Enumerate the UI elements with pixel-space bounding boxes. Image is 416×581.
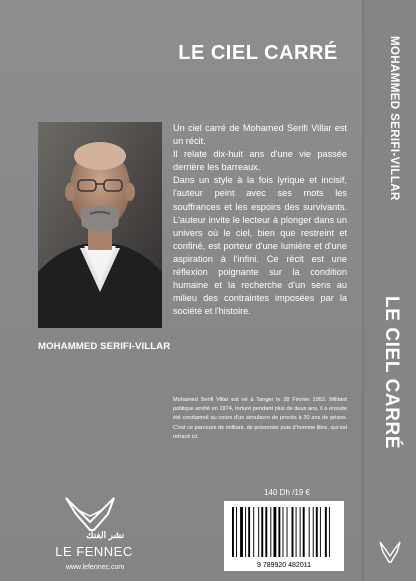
barcode-bar (329, 507, 330, 557)
isbn-digits: 9 789920 482011 (257, 562, 311, 569)
publisher-name: LE FENNEC (55, 544, 133, 559)
author-caption: MOHAMMED SERIFI-VILLAR (38, 341, 171, 352)
barcode-bar (248, 507, 250, 557)
barcode-bar (265, 507, 267, 557)
spine-author: MOHAMMED SERIFI-VILLAR (388, 36, 400, 201)
barcode-bar (261, 507, 263, 557)
spine-title: LE CIEL CARRÉ (381, 296, 402, 450)
barcode-bar (309, 507, 310, 557)
barcode-bar (253, 507, 254, 557)
barcode-bar (240, 507, 243, 557)
blurb-paragraph: Un ciel carré de Mohamed Serifi Villar est un récit. (173, 123, 347, 147)
barcode-bar (320, 507, 321, 557)
publisher-arabic-name: نشر الفنك (86, 530, 125, 540)
barcode-bar (292, 507, 294, 557)
fox-head-icon (378, 540, 402, 564)
barcode-bar (303, 507, 305, 557)
barcode-icon (224, 501, 344, 571)
barcode-bar (258, 507, 259, 557)
barcode-bar (313, 507, 314, 557)
barcode-bar (273, 507, 276, 557)
barcode-bar (316, 507, 318, 557)
author-bio: Mohamed Serifi Villar est né à Tanger le 28 Février 1952. Militant politique arrêté en 1974, torturé pendant plus de deux ans, il a ensuite été condamné au cours d'un simulacre de procès à 30 ans de prison. C'est ce parcours de militant, de prisonnier puis d'homme libre, qui est retracé ici. (173, 397, 347, 440)
author-photo (38, 122, 162, 328)
blurb-paragraph: Il relate dix-huit ans d'une vie passée derrière les barreaux. (173, 149, 347, 173)
barcode-bar (232, 507, 234, 557)
barcode-bar (296, 507, 297, 557)
barcode-bar (245, 507, 246, 557)
publisher-website: www.lefennec.com (65, 564, 125, 571)
book-title: LE CIEL CARRÉ (178, 42, 338, 64)
barcode-bar (325, 507, 327, 557)
barcode-bar (270, 507, 271, 557)
barcode-bar (278, 507, 280, 557)
barcode-bar (283, 507, 284, 557)
barcode-bar (287, 507, 288, 557)
barcode-bar (236, 507, 237, 557)
book-blurb (173, 122, 347, 318)
price-label: 140 Dh /19 € (264, 488, 310, 497)
blurb-paragraph: Dans un style à la fois lyrique et incisif, l'auteur peint avec ses mots les souffrances et les espoirs des survivants. L'auteur invite le lecteur à plonger dans un univers où le ciel, bien que restreint et confiné, est porteur d'une lumière et d'une aspiration à l'infini. Ce récit est une réflexion poignante sur la condition humaine et la recherche d'un sens au milieu des contraintes imposées par la société et l'histoire. (173, 175, 347, 317)
barcode-bar (300, 507, 301, 557)
